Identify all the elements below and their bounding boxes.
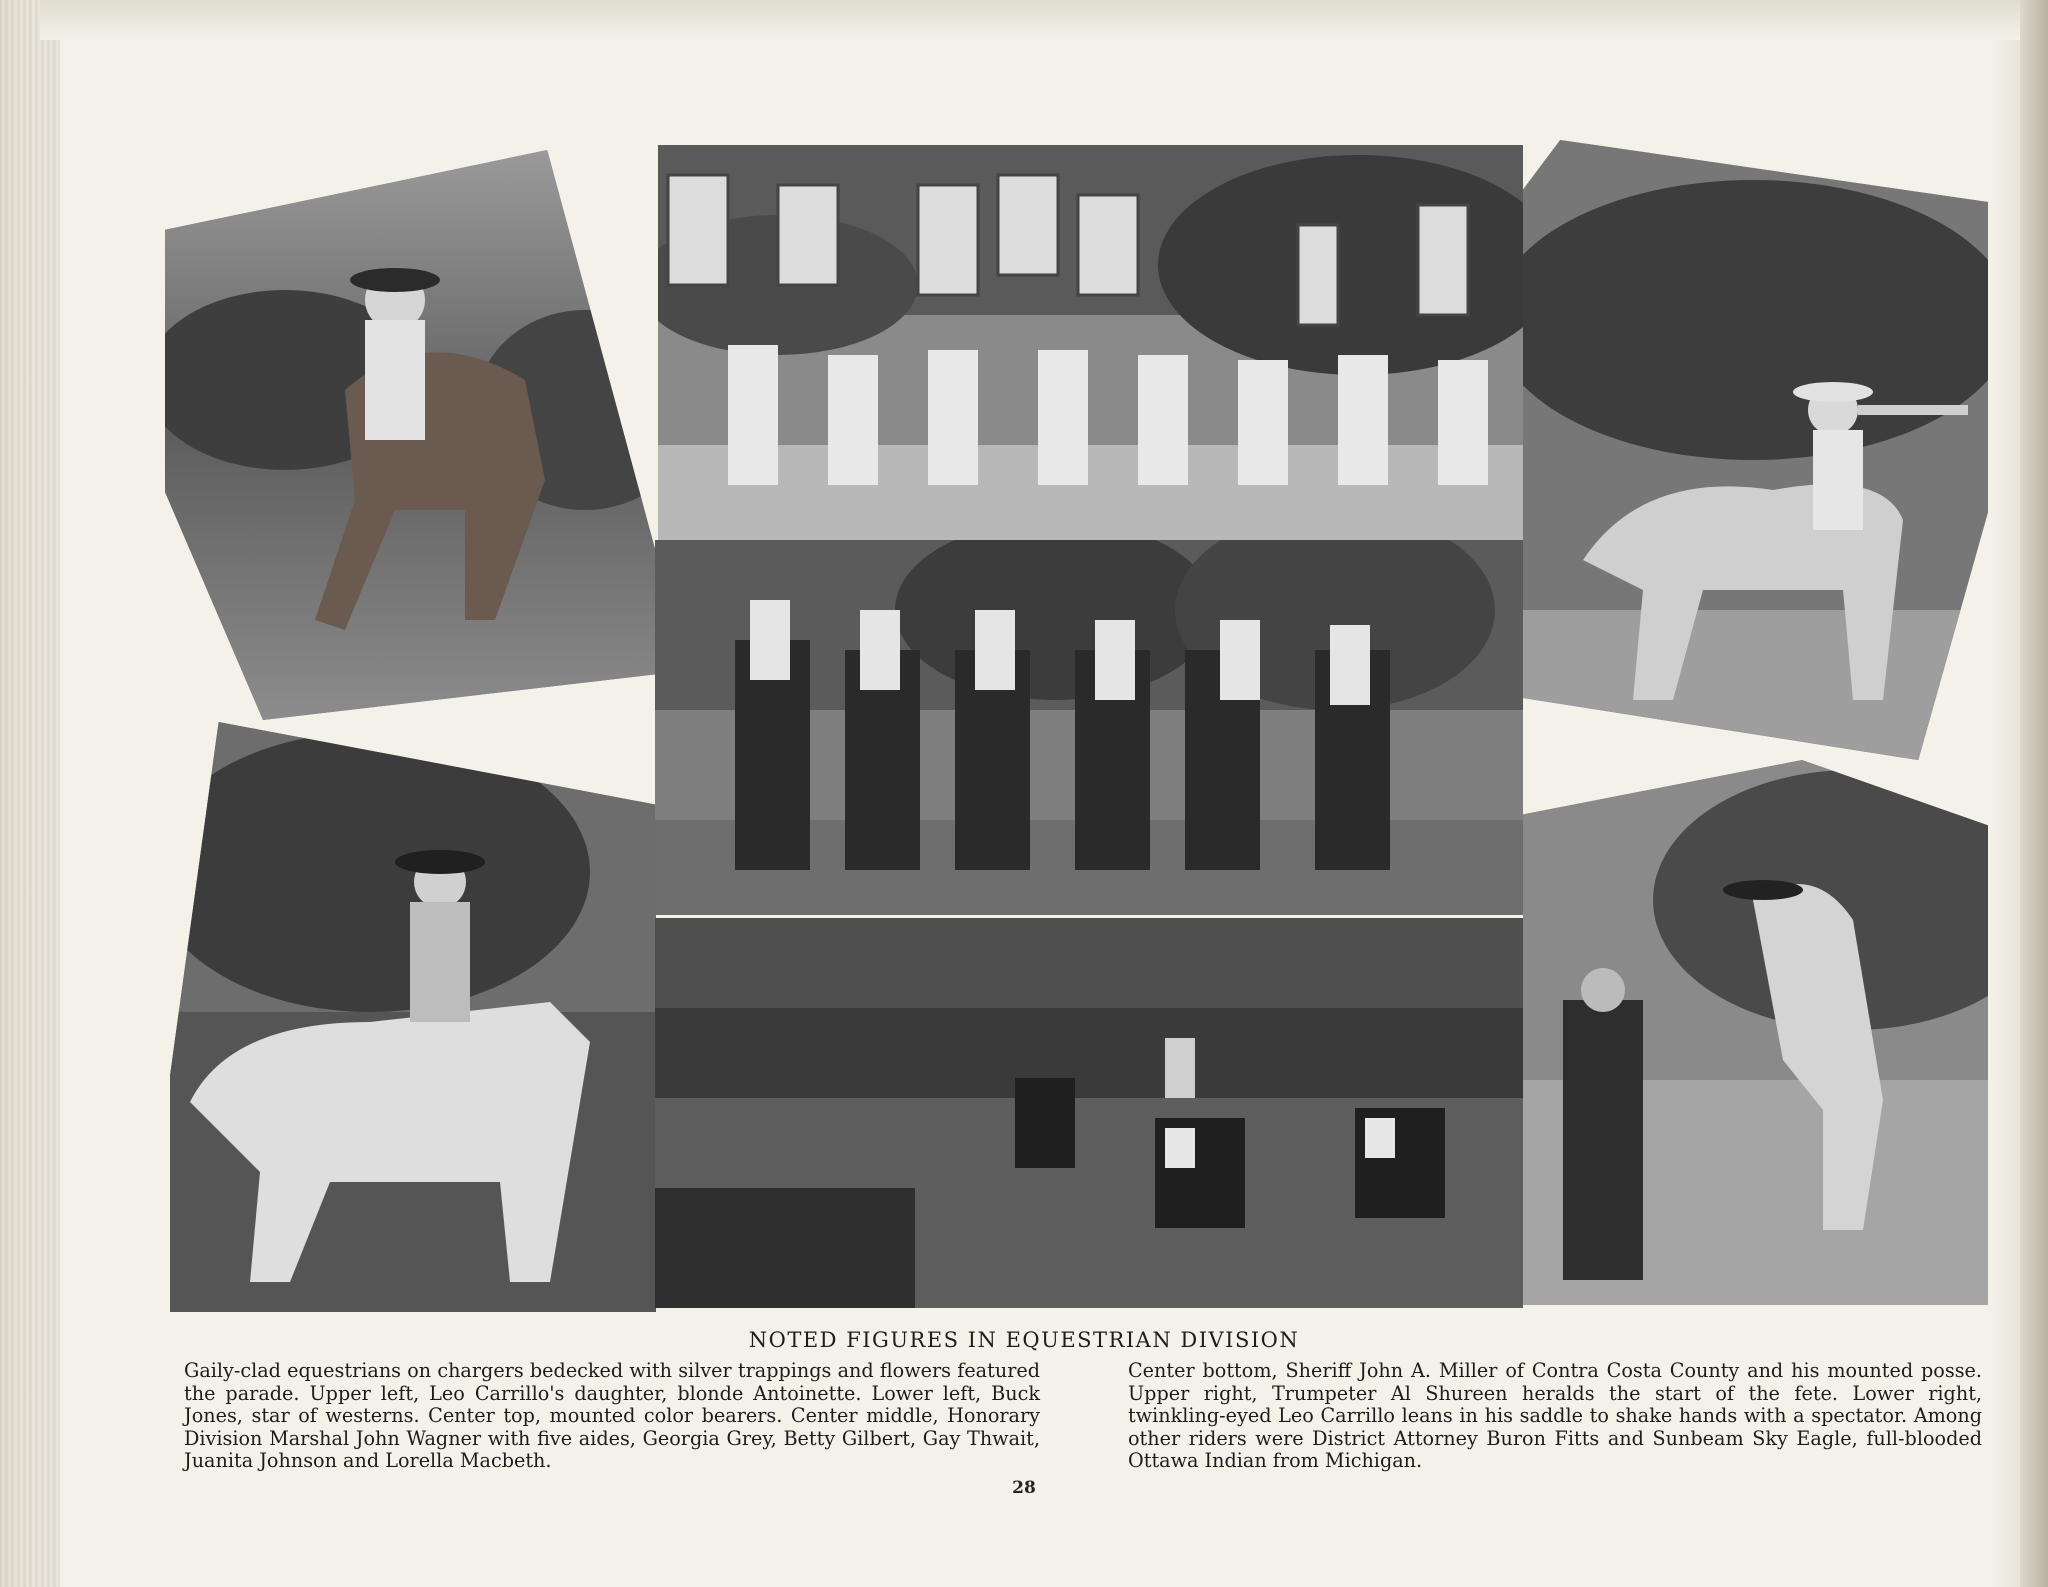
- photo-center-top-image: [658, 145, 1523, 540]
- photo-lower-right-leo-carrillo: [1523, 760, 1988, 1305]
- caption-left-column: Gaily-clad equestrians on chargers bedecked with silver trappings and flowers featured the parade. Upper left, Leo Carrillo's daughter, blonde Antoinette. Lower left, Buck Jones, star of westerns. Center top, mounted color bearers. Center middle, Honorary Division Marshal John Wagner with five aides, Georgia Grey, Betty Gilbert, Gay Thwait, Juanita Johnson and Lorella Macbeth.: [184, 1359, 1040, 1472]
- page-title: NOTED FIGURES IN EQUESTRIAN DIVISION: [748, 1328, 1300, 1352]
- caption-right-column: Center bottom, Sheriff John A. Miller of Contra Costa County and his mounted posse. Upper right, Trumpeter Al Shureen heralds the start of the fete. Lower right, twinkling-eyed Leo Carrillo leans in his saddle to shake hands with a spectator. Among other riders were District Attorney Buron Fitts and Sunbeam Sky Eagle, full-blooded Ottawa Indian from Michigan.: [1128, 1359, 1982, 1472]
- photo-center-bottom-image: [655, 918, 1523, 1308]
- photo-lower-left-image: [170, 722, 656, 1312]
- photo-center-bottom-sheriff-posse: [655, 918, 1523, 1308]
- photo-upper-right-image: [1523, 140, 1988, 760]
- photo-upper-left-image: [165, 150, 655, 720]
- page-number: 28: [1012, 1478, 1036, 1498]
- photo-lower-right-image: [1523, 760, 1988, 1305]
- photo-upper-right-trumpeter: [1523, 140, 1988, 760]
- photo-upper-left-rider-antoinette: [165, 150, 655, 720]
- photo-center-top-color-bearers: [658, 145, 1523, 540]
- photo-center-middle-marshal-and-aides: [655, 540, 1523, 915]
- page-top-shadow: [40, 0, 2020, 40]
- photo-center-middle-image: [655, 540, 1523, 915]
- photo-lower-left-buck-jones: [170, 722, 656, 1312]
